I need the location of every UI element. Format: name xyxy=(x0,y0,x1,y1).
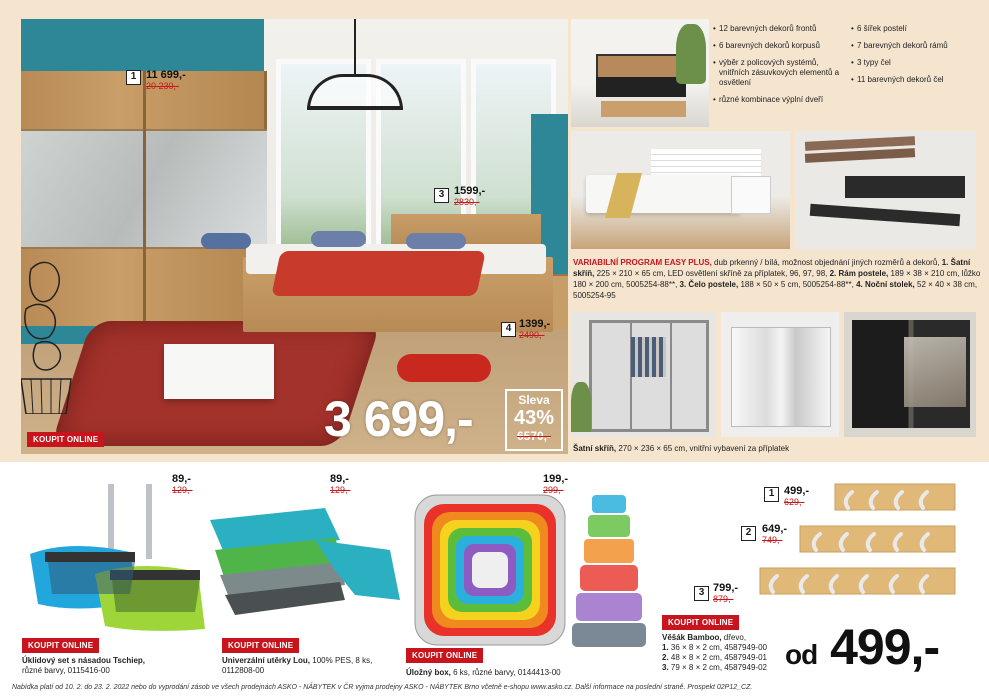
price-tag xyxy=(543,474,568,496)
feature-item: • 11 barevných dekorů čel xyxy=(851,75,981,85)
price-tag xyxy=(330,474,351,496)
pillow xyxy=(311,231,366,247)
item-detail: 188 × 50 × 5 cm, 5005254-88**, xyxy=(738,280,857,289)
wardrobe xyxy=(731,327,831,427)
legal-footer: Nabídka platí od 10. 2. do 23. 2. 2022 nebo do vyprodání zásob ve všech prodejnách ASKO - NÁBYTEK v ČR vyjma prodejny ASKO - NÁBYTEK Brno včetně e-shopu www.asko.cz. Další informace na poslední straně. Prospekt 02P12_CZ. xyxy=(12,684,753,691)
plant xyxy=(571,382,591,432)
product-description xyxy=(662,633,792,673)
feature-item: • různé kombinace výplní dveří xyxy=(713,95,843,105)
price: 89,- xyxy=(330,473,349,485)
feature-item: • 12 barevných dekorů frontů xyxy=(713,24,843,34)
nightstand xyxy=(731,176,771,214)
feature-item: • výběr z policových systémů, vnitřních zásuvkových elementů a osvětlení xyxy=(713,58,843,88)
product-name: Věšák Bamboo, xyxy=(662,633,722,642)
old-price: 629,- xyxy=(784,497,805,507)
feature-item: • 3 typy čel xyxy=(851,58,981,68)
buy-online-button[interactable]: KOUPIT ONLINE xyxy=(222,638,299,653)
white-coffee-table xyxy=(164,344,274,399)
size-detail: 36 × 8 × 2 cm, 4587949-00 xyxy=(668,643,767,652)
product-detail: 6 ks, různé barvy, 0144413-00 xyxy=(450,668,561,677)
product-name: Úložný box, xyxy=(406,668,451,677)
old-price: 299,- xyxy=(543,485,564,495)
program-title: VARIABILNÍ PROGRAM EASY PLUS, xyxy=(573,258,712,267)
discount-percent: 43% xyxy=(513,407,555,429)
hero-price: 3 699,- xyxy=(324,391,473,447)
item-number-badge: 1 xyxy=(764,487,779,502)
size-detail: 48 × 8 × 2 cm, 4587949-01 xyxy=(668,653,767,662)
discount-title: Sleva xyxy=(518,393,550,407)
buy-online-button[interactable]: KOUPIT ONLINE xyxy=(662,615,739,630)
old-price: 2490,- xyxy=(519,330,545,340)
price: 1399,- xyxy=(519,318,551,330)
item-detail: 225 × 210 × 65 cm, LED osvětlení skříně za příplatek, 96, 97, 98, xyxy=(594,269,830,278)
black-wardrobe-photo xyxy=(844,312,976,437)
program-intro: dub prkenný / bílá, možnost objednání jiných rozměrů a dekorů, xyxy=(711,258,942,267)
price: 649,- xyxy=(762,523,788,535)
price-tag xyxy=(519,319,550,341)
size-detail: 79 × 8 × 2 cm, 4587949-02 xyxy=(668,663,767,672)
price: 1599,- xyxy=(454,185,486,197)
product-description xyxy=(406,668,606,678)
old-price: 129,- xyxy=(172,485,193,495)
original-price: 6570,- xyxy=(516,429,552,443)
headboard-decor xyxy=(810,204,960,226)
size-number: 2. xyxy=(662,653,669,662)
program-description xyxy=(573,257,983,301)
price-tag xyxy=(784,486,809,508)
from-label: od xyxy=(785,639,818,670)
price: 799,- xyxy=(713,582,739,594)
white-bed-photo xyxy=(571,131,790,249)
old-price: 749,- xyxy=(762,535,783,545)
price: 199,- xyxy=(543,473,569,485)
product-description xyxy=(22,656,202,676)
bed-frame-photo xyxy=(571,19,709,127)
price-tag xyxy=(146,70,186,92)
item-name: 3. Čelo postele, xyxy=(679,280,739,289)
white-wardrobe-photo xyxy=(721,312,839,437)
features-column xyxy=(713,24,843,112)
buy-online-button[interactable]: KOUPIT ONLINE xyxy=(406,648,483,663)
discount-box xyxy=(505,389,563,451)
product-name: Univerzální utěrky Lou, xyxy=(222,656,311,665)
features-column xyxy=(851,24,981,92)
product-detail: 100% PES, 8 ks, 0112808-00 xyxy=(222,656,373,675)
price-tag xyxy=(454,186,485,208)
feature-item: • 7 barevných dekorů rámů xyxy=(851,41,981,51)
clothes xyxy=(631,337,666,377)
cloths-image xyxy=(205,500,405,625)
headboard-decors-photo xyxy=(795,131,976,249)
product-material: dřevo, xyxy=(721,633,747,642)
old-price: 20 230,- xyxy=(146,81,180,91)
features-list xyxy=(713,24,983,129)
mirror-door xyxy=(904,337,966,407)
product-description xyxy=(222,656,402,676)
item-detail: 270 × 236 × 65 cm, vnitřní vybavení za příplatek xyxy=(616,444,790,453)
from-price-value: 499,- xyxy=(830,619,940,675)
item-name: 1. Šatní skříň, xyxy=(573,258,971,278)
item-number-badge: 2 xyxy=(741,526,756,541)
pillow xyxy=(201,233,251,249)
price: 89,- xyxy=(172,473,191,485)
bed-frame xyxy=(596,54,686,79)
size-number: 3. xyxy=(662,663,669,672)
headboard-decor xyxy=(845,176,965,198)
headboard xyxy=(651,149,761,177)
feature-item: • 6 šířek postelí xyxy=(851,24,981,34)
item-name: 4. Noční stolek, xyxy=(856,280,915,289)
storage-box-image xyxy=(410,490,650,650)
product-detail: různé barvy, 0115416-00 xyxy=(22,666,110,675)
buy-online-button[interactable]: KOUPIT ONLINE xyxy=(27,432,104,447)
plant-illustration xyxy=(21,249,76,414)
item-number-badge: 1 xyxy=(126,70,141,85)
plant xyxy=(676,24,706,84)
bench xyxy=(601,101,686,117)
item-number-badge: 4 xyxy=(501,322,516,337)
red-floor-cushion xyxy=(397,354,491,382)
product-name: Úklidový set s násadou Tschiep, xyxy=(22,656,145,665)
old-price: 129,- xyxy=(330,485,351,495)
bed-base xyxy=(596,77,686,97)
size-number: 1. xyxy=(662,643,669,652)
old-price: 2830,- xyxy=(454,197,480,207)
price: 499,- xyxy=(784,485,810,497)
item-number-badge: 3 xyxy=(434,188,449,203)
broom-set-image xyxy=(20,484,210,634)
price-tag xyxy=(172,474,193,496)
item-name: Šatní skříň, xyxy=(573,444,617,453)
headboard-decor xyxy=(805,148,915,163)
price-tag xyxy=(762,524,787,546)
price-tag xyxy=(713,583,738,605)
pillow xyxy=(406,233,466,249)
wardrobe-interior-photo xyxy=(571,312,716,437)
item-detail: 52 × 40 × 38 cm, 5005254-95 xyxy=(573,280,978,300)
red-blanket xyxy=(271,251,486,296)
buy-online-button[interactable]: KOUPIT ONLINE xyxy=(22,638,99,653)
from-price xyxy=(785,618,939,676)
lamp-cord xyxy=(354,19,356,77)
wardrobe-door-split xyxy=(143,71,146,326)
old-price: 879,- xyxy=(713,594,734,604)
bedroom-hero-photo xyxy=(21,19,568,454)
feature-item: • 6 barevných dekorů korpusů xyxy=(713,41,843,51)
item-name: 2. Rám postele, xyxy=(829,269,889,278)
wardrobe-caption xyxy=(573,444,789,453)
price: 11 699,- xyxy=(146,69,186,81)
item-number-badge: 3 xyxy=(694,586,709,601)
item-detail: 189 × 38 × 210 cm, lůžko 180 × 200 cm, 5005254-88**, xyxy=(573,269,981,289)
